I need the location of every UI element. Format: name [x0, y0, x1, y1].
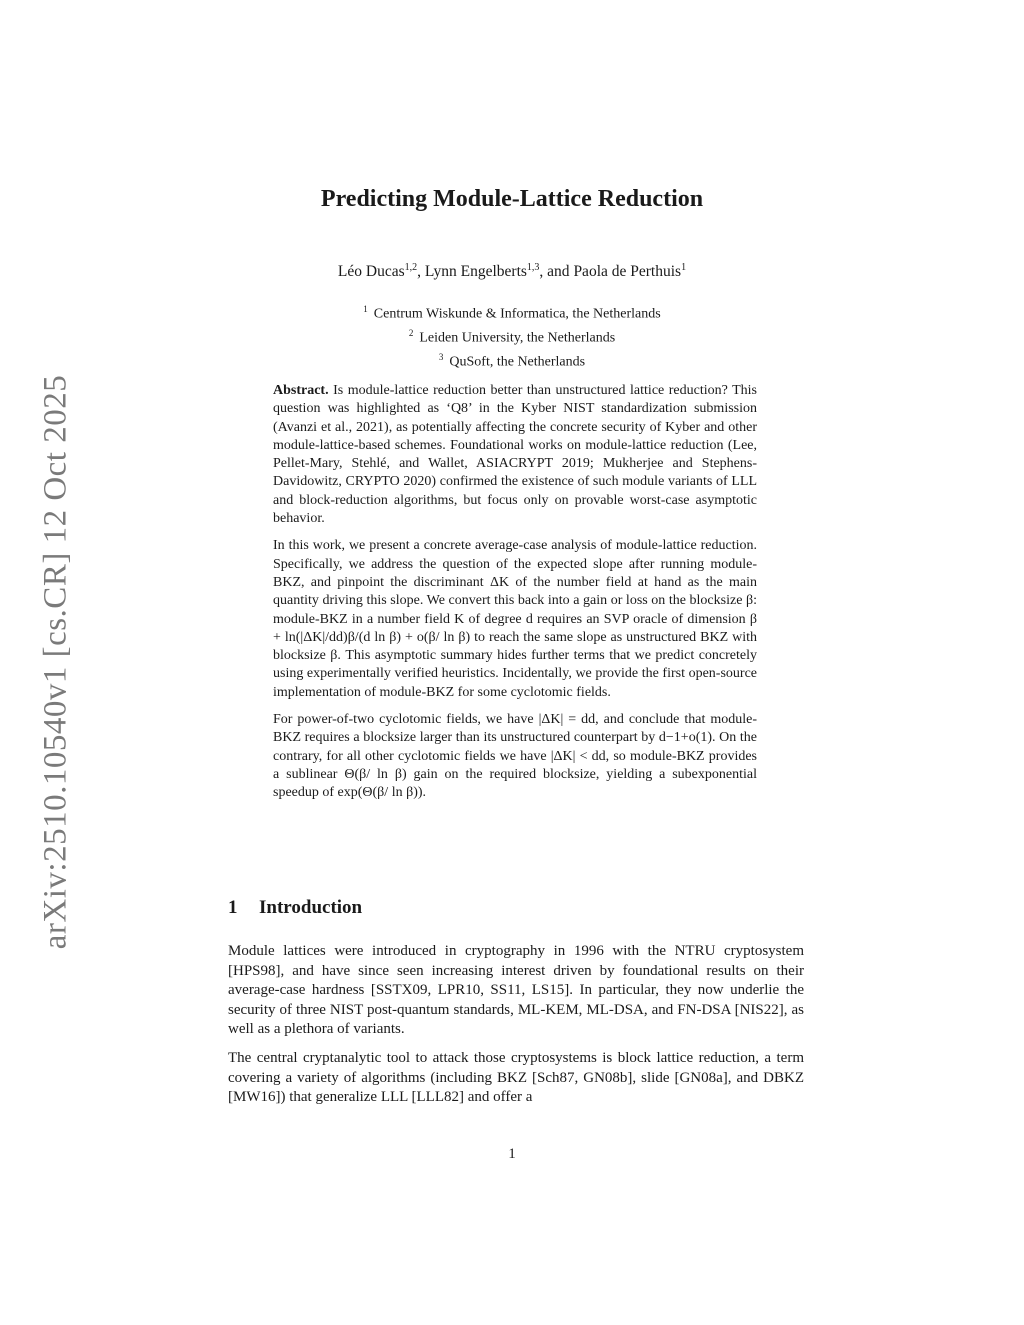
paper-title: Predicting Module-Lattice Reduction [320, 186, 704, 212]
page-number: 1 [508, 1146, 516, 1162]
section-number: 1 [228, 897, 238, 918]
author-affil-mark: 1 [681, 262, 687, 273]
author-name: Paola de Perthuis [573, 263, 682, 281]
abstract-paragraph: In this work, we present a concrete average-case analysis of module-lattice reduction. Specifically, we address the question of the expected slope after running module-BKZ, and pinpoint the discriminant ΔK of the number field at hand as the main quantity driving this slope. We convert this back into a gain or loss on the blocksize β: module-BKZ in a number field K of degree d requires an SVP oracle of dimension β + ln(|ΔK|/dd)β/(d ln β) + o(β/ ln β) to reach the same slope as unstructured BKZ with blocksize β. This asymptotic summary hides further terms that we predict concretely using experimentally verified heuristics. Incidentally, we provide the first open-source implementation of module-BKZ for some cyclotomic fields. [273, 538, 757, 700]
section-body [228, 942, 804, 1117]
arxiv-stamp: arXiv:2510.10540v1 [cs.CR] 12 Oct 2025 [37, 374, 74, 950]
author-affil-mark: 1,2 [404, 262, 418, 273]
author-affil-mark: 1,3 [526, 262, 540, 273]
affiliation: $^2$ Leiden University, the Netherlands [408, 328, 616, 346]
body-paragraph: The central cryptanalytic tool to attack those cryptosystems is block lattice reduction, a term covering a variety of algorithms (including BKZ [Sch87, GN08b], slide [GN08a], and DBKZ [MW16]) that generalize LLL [LLL82] and offer a [228, 1049, 804, 1106]
author-name: Lynn Engelberts [424, 263, 527, 281]
abstract-label: Abstract. [273, 383, 329, 398]
body-paragraph: Module lattices were introduced in cryptography in 1996 with the NTRU cryptosystem [HPS98], and have since seen increasing interest driven by foundational results on their average-case hardness [SSTX09, LPR10, SS11, LS15]. In particular, they now underlie the security of three NIST post-quantum standards, ML-KEM, ML-DSA, and FN-DSA [NIS22], as well as a plethora of variants. [228, 943, 804, 1038]
affiliation-list [0, 300, 1024, 372]
affiliation: $^3$ QuSoft, the Netherlands [438, 352, 586, 370]
section-title: Introduction [259, 897, 363, 918]
author-list: Léo Ducas$^{1,2}$, Lynn Engelberts$^{1,3}$, and Paola de Perthuis$^1$ [337, 262, 687, 281]
abstract [273, 382, 757, 812]
abstract-paragraph: For power-of-two cyclotomic fields, we have |ΔK| = dd, and conclude that module-BKZ requires a blocksize larger than its unstructured counterpart by d−1+o(1). On the contrary, for all other cyclotomic fields we have |ΔK| < dd, so module-BKZ provides a sublinear Θ(β/ ln β) gain on the required blocksize, yielding a subexponential speedup of exp(Θ(β/ ln β)). [273, 712, 757, 801]
section-heading [228, 897, 362, 919]
author-name: Léo Ducas [337, 263, 405, 281]
affiliation: $^1$ Centrum Wiskunde & Informatica, the Netherlands [363, 304, 661, 322]
abstract-paragraph: Abstract. Is module-lattice reduction better than unstructured lattice reduction? This question was highlighted as ‘Q8’ in the Kyber NIST standardization submission (Avanzi et al., 2021), as potentially affecting the concrete security of Kyber and other module-lattice-based schemes. Foundational works on module-lattice reduction (Lee, Pellet-Mary, Stehlé, and Wallet, ASIACRYPT 2019; Mukherjee and Stephens-Davidowitz, CRYPTO 2020) confirmed the existence of such module variants of LLL and block-reduction algorithms, but focus only on provable worst-case asymptotic behavior. [273, 383, 758, 527]
